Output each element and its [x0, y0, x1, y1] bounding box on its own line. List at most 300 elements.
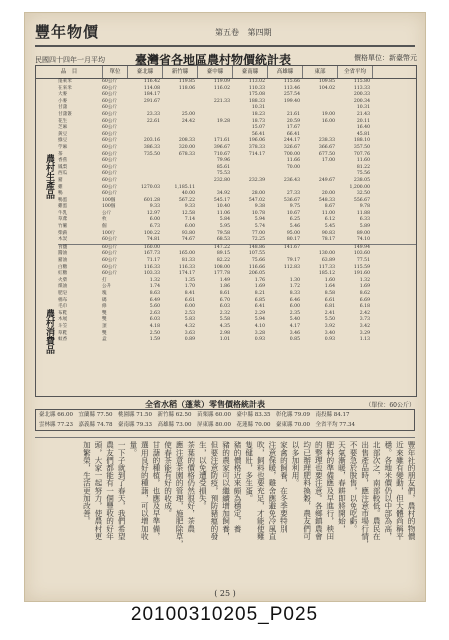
row-price: 6.49 [149, 297, 160, 303]
row-item-name: 柴薪 [58, 230, 68, 236]
table-row [58, 324, 416, 331]
row-price: 19.00 [321, 111, 335, 117]
row-price: 244.17 [283, 138, 300, 144]
row-price: 80.17 [286, 237, 300, 243]
magazine-page [24, 12, 426, 602]
article-column: 豬的農家可以繼續增加飼養， [221, 441, 231, 540]
row-unit: 公升 [102, 284, 112, 290]
article-column: 以多加利用。 [291, 441, 301, 487]
row-price: 165.00 [178, 251, 195, 257]
table-row [58, 171, 416, 178]
row-price [161, 92, 196, 99]
subtable-unit: （單位：60公斤） [365, 402, 415, 409]
article-column: 穩。各地米價仍以中部為高， [383, 441, 393, 540]
row-price: 174.17 [178, 271, 195, 277]
row-price: 5.50 [324, 317, 335, 323]
article-column: 近來雖有變動，但大體尚稱平 [395, 441, 405, 540]
table-header-cell: 全省平均 [338, 66, 373, 78]
row-unit: 60公斤 [102, 111, 118, 117]
row-price: 735.50 [143, 151, 160, 157]
row-price: 366.67 [318, 144, 335, 150]
row-price: 3.42 [359, 323, 370, 329]
row-price: 1.69 [359, 284, 370, 290]
row-price: 77.51 [356, 258, 370, 264]
row-price [161, 178, 196, 185]
row-price: 2.63 [149, 310, 160, 316]
row-price: 378.33 [248, 144, 265, 150]
row-price [126, 105, 161, 112]
article-column: 生，以免遭受損失。 [198, 441, 208, 510]
subtable-line: 雲林縣 77.23 嘉義縣 74.78 臺南縣 79.33 高雄縣 73.00 屏東縣 80.00 花蓮縣 70.00 臺東縣 70.00 全省平均 77.34 [39, 422, 355, 428]
row-unit: 60公斤 [102, 251, 118, 257]
row-price: 5.83 [184, 317, 195, 323]
row-unit: 雙 [102, 317, 107, 323]
row-price: 116.42 [143, 79, 160, 84]
row-price: 171.61 [213, 138, 230, 144]
article-column: 肥料的準備應及早進行，秧田 [325, 441, 335, 540]
table-row [58, 317, 416, 324]
row-price: 6.69 [359, 297, 370, 303]
article-column: 加繁榮，生活更加改善。 [82, 441, 92, 525]
row-price: 1.72 [289, 284, 300, 290]
row-price: 12.58 [181, 210, 195, 216]
article-column: 的整理也要注意。各鄉鎮農會 [314, 441, 324, 540]
article-column: 家禽的飼養，在冬季要特別 [279, 441, 289, 533]
row-price: 6.81 [324, 304, 335, 310]
row-price: 188.10 [353, 138, 370, 144]
row-item-name: 西瓜 [58, 171, 68, 177]
row-price: 34.92 [216, 191, 230, 197]
row-unit: 60公斤 [102, 158, 118, 164]
row-price: 20.59 [286, 118, 300, 124]
row-price: 6.25 [289, 217, 300, 223]
row-price: 1.13 [359, 337, 370, 343]
table-row [58, 291, 416, 298]
article-column: 吹，飼料也要充足，才能使雞 [256, 441, 266, 540]
row-price: 4.17 [289, 323, 300, 329]
table-body [58, 79, 416, 396]
row-item-name: 白糖 [58, 264, 68, 270]
row-price: 22.61 [146, 118, 160, 124]
row-price: 2.35 [289, 310, 300, 316]
row-price: 5.89 [359, 224, 370, 230]
row-price: 5.46 [289, 224, 300, 230]
row-price: 177.78 [213, 271, 230, 277]
row-price: 79.17 [286, 258, 300, 264]
row-price: 6.03 [149, 317, 160, 323]
row-unit: 條 [102, 304, 107, 310]
row-price: 1.60 [324, 277, 335, 283]
row-price: 56.41 [251, 131, 265, 137]
row-price: 1.32 [149, 277, 160, 283]
row-price: 710.67 [213, 151, 230, 157]
row-unit: 盒 [102, 337, 107, 343]
row-item-name: 大麥 [58, 92, 68, 98]
row-item-name: 食鹽 [58, 244, 68, 250]
row-price: 20.00 [321, 191, 335, 197]
row-price [231, 165, 266, 172]
row-price: 8.63 [149, 291, 160, 296]
row-price [301, 105, 336, 112]
row-price: 206.05 [248, 271, 265, 277]
row-price: 5.40 [289, 317, 300, 323]
row-price: 6.70 [219, 297, 230, 303]
row-item-name: 綠豆 [58, 138, 68, 144]
page-number: ( 25 ) [214, 589, 236, 598]
row-item-name: 毛巾 [58, 304, 68, 310]
row-price [266, 171, 301, 178]
table-row [58, 337, 416, 344]
row-price: 1.69 [254, 284, 265, 290]
table-header-cell: 新竹縣 [163, 66, 198, 78]
article-column: 豬的價格近來頗為穩定，養 [233, 441, 243, 533]
row-price: 567.22 [178, 197, 195, 203]
article-column: 茶葉的價格仍然很好，茶農 [186, 441, 196, 533]
row-price: 8.58 [324, 291, 335, 296]
article-column: 出售產品時，應注意市場行情， [360, 441, 370, 548]
row-price [196, 105, 231, 112]
row-item-name: 在來米 [58, 85, 72, 91]
row-price: 5.84 [219, 217, 230, 223]
row-price: 68.53 [216, 237, 230, 243]
row-price: 20.11 [356, 118, 370, 124]
row-price [231, 171, 266, 178]
row-price: 5.58 [219, 317, 230, 323]
row-price: 117.33 [318, 264, 335, 270]
row-price: 536.67 [283, 197, 300, 203]
row-unit: 100個 [102, 197, 116, 203]
row-price: 118.06 [178, 85, 195, 91]
article-column: 選用良好的種藷，可以增加收 [140, 441, 150, 540]
row-price: 8.21 [254, 291, 265, 296]
row-price: 148.86 [248, 244, 265, 250]
row-price: 4.10 [254, 323, 265, 329]
row-price: 108.00 [213, 264, 230, 270]
row-price: 25.00 [181, 111, 195, 117]
row-price: 1.49 [219, 277, 230, 283]
row-item-name: 草鞋 [58, 330, 68, 336]
row-unit: 60公斤 [102, 271, 118, 277]
row-unit: 60公斤 [102, 171, 118, 177]
row-price: 71.17 [146, 258, 160, 264]
row-unit: 60公斤 [102, 191, 118, 197]
row-price: 81.33 [181, 258, 195, 264]
row-price: 70.00 [286, 164, 300, 170]
price-table [35, 65, 417, 397]
row-price: 1.59 [149, 337, 160, 343]
row-price: 6.00 [149, 217, 160, 223]
row-price: 6.00 [184, 224, 195, 230]
table-row [58, 125, 416, 132]
row-price: 116.33 [178, 264, 195, 270]
row-price: 6.73 [149, 224, 160, 230]
article-body [35, 437, 415, 591]
row-price [196, 125, 231, 132]
row-price: 82.22 [216, 258, 230, 264]
row-price: 249.67 [318, 177, 335, 183]
row-price: 2.98 [219, 330, 230, 336]
article-column: 使春茶能有好的收成。 [163, 441, 173, 517]
row-unit: 100斤 [102, 230, 116, 236]
row-item-name: 蓬萊米 [58, 79, 72, 84]
row-item-name: 棉布 [58, 297, 68, 303]
row-price: 3.28 [254, 330, 265, 336]
row-price: 188.33 [248, 98, 265, 104]
row-price: 6.00 [289, 304, 300, 310]
row-price: 28.00 [251, 191, 265, 197]
row-price: 107.55 [248, 251, 265, 257]
row-unit: 60公斤 [102, 258, 118, 264]
row-price: 113.33 [353, 85, 370, 91]
row-price [126, 165, 161, 172]
article-column: 均已辦理肥料換穀，農友們可 [302, 441, 312, 540]
row-price: 77.00 [251, 230, 265, 236]
row-price: 0.93 [324, 337, 335, 343]
row-price [301, 125, 336, 132]
table-row [58, 145, 416, 152]
row-price: 8.67 [324, 204, 335, 210]
row-price: 3.63 [184, 330, 195, 336]
row-price: 10.67 [286, 210, 300, 216]
row-price: 9.33 [184, 204, 195, 210]
row-price [126, 178, 161, 185]
row-price: 6.12 [324, 217, 335, 223]
row-price: 10.31 [251, 105, 265, 111]
row-item-name: 鴨 [58, 191, 63, 197]
row-unit: 雙 [102, 310, 107, 316]
row-price: 238.33 [318, 138, 335, 144]
row-price: 1.70 [184, 284, 195, 290]
table-row [58, 204, 416, 211]
row-price: 3.40 [324, 330, 335, 336]
table-row [58, 191, 416, 198]
row-price: 11.88 [356, 210, 370, 216]
row-price: 677.50 [318, 151, 335, 157]
row-unit: 枚 [102, 217, 107, 223]
row-price [266, 105, 301, 112]
row-price: 130.00 [318, 251, 335, 257]
row-price: 10.40 [216, 204, 230, 210]
row-price: 112.83 [283, 264, 300, 270]
row-item-name: 小麥 [58, 98, 68, 104]
row-item-name: 豬油 [58, 258, 68, 264]
table-row [58, 304, 416, 311]
row-price: 601.28 [143, 197, 160, 203]
row-price: 5.95 [219, 224, 230, 230]
row-item-name: 花生 [58, 118, 68, 124]
row-price: 2.42 [359, 310, 370, 316]
row-item-name: 甘藷 [58, 105, 68, 111]
row-price: 1.74 [149, 284, 160, 290]
row-unit: 60公斤 [102, 125, 118, 131]
row-price: 116.33 [143, 264, 160, 270]
article-column: 農友們都能有一個豐收的好年 [105, 441, 115, 540]
row-item-name: 紅糖 [58, 271, 68, 277]
article-column: 隻健壯，多生蛋。 [244, 441, 254, 502]
row-unit: 60公斤 [102, 118, 118, 124]
row-item-name: 茶 [58, 151, 63, 157]
row-price: 5.74 [254, 224, 265, 230]
row-price: 1.64 [324, 284, 335, 290]
row-item-name: 煤油 [58, 284, 68, 290]
row-price: 175.08 [248, 92, 265, 98]
row-price: 113.02 [248, 79, 265, 84]
row-price: 221.33 [213, 98, 230, 104]
row-unit: 頂 [102, 323, 107, 329]
row-price: 1.35 [184, 277, 195, 283]
row-price: 5.45 [324, 224, 335, 230]
row-price: 700.00 [283, 151, 300, 157]
row-price: 3.92 [324, 323, 335, 329]
row-item-name: 火柴 [58, 277, 68, 283]
row-price: 545.17 [213, 197, 230, 203]
row-item-name: 醬油 [58, 251, 68, 257]
table-header-cell: 品 目 [36, 66, 103, 78]
row-unit: 60公斤 [102, 138, 118, 144]
row-price: 0.89 [184, 337, 195, 343]
row-price: 1,185.11 [174, 184, 195, 190]
row-price: 8.61 [219, 291, 230, 296]
row-price: 119.09 [213, 79, 230, 84]
row-price: 6.46 [289, 297, 300, 303]
row-price: 3.73 [359, 317, 370, 323]
row-item-name: 雞 [58, 184, 63, 190]
row-item-name: 木屐 [58, 317, 68, 323]
row-price: 11.60 [356, 158, 370, 164]
row-price: 714.17 [248, 151, 265, 157]
row-unit: 60公斤 [102, 184, 118, 190]
row-price: 19.28 [216, 118, 230, 124]
row-price: 320.00 [178, 144, 195, 150]
row-unit: 60公斤 [102, 164, 118, 170]
row-unit: 60公斤 [102, 85, 118, 91]
row-price [196, 112, 231, 119]
issue-label: 第五卷 第四期 [215, 28, 272, 37]
row-price: 74.10 [356, 237, 370, 243]
row-price: 0.93 [254, 337, 265, 343]
table-header-cell: 臺中縣 [198, 66, 233, 78]
row-price: 203.16 [143, 138, 160, 144]
row-price: 185.12 [318, 271, 335, 277]
row-price: 357.50 [353, 144, 370, 150]
row-price: 90.83 [321, 230, 335, 236]
row-price [126, 125, 161, 132]
row-price: 6.00 [184, 304, 195, 310]
table-title: 臺灣省各地區農村物價統計表 [135, 53, 292, 67]
row-price: 232.39 [248, 177, 265, 183]
row-price: 6.61 [184, 297, 195, 303]
row-price: 707.76 [353, 151, 370, 157]
article-column: 量。 [128, 441, 138, 457]
row-item-name: 鴨蛋 [58, 197, 68, 203]
article-column: 不要急於脫售，以免吃虧。 [349, 441, 359, 533]
row-price: 4.32 [184, 323, 195, 329]
row-price: 9.38 [254, 204, 265, 210]
row-unit: 個 [102, 224, 107, 230]
row-price: 74.81 [146, 237, 160, 243]
row-price: 547.02 [248, 197, 265, 203]
row-price [196, 92, 231, 99]
row-price: 100.22 [143, 230, 160, 236]
row-price: 17.00 [321, 158, 335, 164]
article-column: 一下子就到了春天，我們希望 [117, 441, 127, 540]
row-price: 8.41 [184, 291, 195, 296]
row-price: 5.94 [254, 217, 265, 223]
row-item-name: 香蕉 [58, 158, 68, 164]
row-price: 208.33 [178, 138, 195, 144]
row-item-name: 蚊香 [58, 337, 68, 343]
row-price [161, 105, 196, 112]
row-price: 110.33 [248, 85, 265, 91]
row-price: 116.02 [213, 85, 230, 91]
row-price: 3.29 [359, 330, 370, 336]
row-price: 21.61 [286, 111, 300, 117]
row-price: 72.25 [251, 237, 265, 243]
row-unit: 碼 [102, 297, 107, 303]
row-price [301, 165, 336, 172]
row-item-name: 肥皂 [58, 291, 68, 296]
row-price: 2.53 [184, 310, 195, 316]
row-unit: 60公斤 [102, 98, 118, 104]
row-price: 199.40 [283, 98, 300, 104]
table-unit: 價格單位：新臺幣元 [354, 54, 417, 62]
row-item-name: 鳳梨 [58, 164, 68, 170]
row-price: 1.86 [219, 284, 230, 290]
table-row [58, 284, 416, 291]
row-price: 116.66 [248, 264, 265, 270]
row-price: 10.31 [356, 105, 370, 111]
row-price: 78.17 [321, 237, 335, 243]
row-price: 4.18 [149, 323, 160, 329]
row-price: 196.06 [248, 138, 265, 144]
row-price: 6.18 [359, 304, 370, 310]
row-price: 9.75 [289, 204, 300, 210]
row-item-name: 斗笠 [58, 323, 68, 329]
article-column: 甘藷的種植，也應及早準備， [151, 441, 161, 540]
row-price [161, 165, 196, 172]
row-price: 1.32 [359, 277, 370, 283]
row-price [126, 158, 161, 165]
row-price: 103.60 [353, 251, 370, 257]
row-item-name: 豬 [58, 177, 63, 183]
group-label-produce: 農村生產品 [44, 153, 54, 199]
row-price: 75.56 [356, 171, 370, 177]
row-price [231, 158, 266, 165]
row-price: 93.80 [181, 230, 195, 236]
row-price [126, 171, 161, 178]
row-price: 6.61 [324, 297, 335, 303]
group-label-consumer: 農村消費品 [44, 308, 54, 354]
row-price: 1,200.00 [349, 184, 370, 190]
article-column: 北部次之，南部較低。農民在 [372, 441, 382, 540]
row-price [161, 171, 196, 178]
article-column: 頭，大家一起努力，使農村更 [93, 441, 103, 540]
table-row [58, 105, 416, 112]
table-header-cell: 臺南縣 [233, 66, 268, 78]
table-header-cell: 高雄縣 [268, 66, 303, 78]
row-price: 10.78 [251, 210, 265, 216]
row-unit: 60公斤 [102, 131, 118, 137]
row-price: 238.05 [353, 177, 370, 183]
row-price: 12.97 [146, 210, 160, 216]
row-price: 8.33 [289, 291, 300, 296]
row-price: 40.00 [181, 191, 195, 197]
row-price: 1.30 [289, 277, 300, 283]
row-price: 16.00 [321, 118, 335, 124]
row-price: 141.67 [283, 244, 300, 250]
subtable-line: 臺北縣 66.00 宜蘭縣 77.50 桃園縣 71.50 新竹縣 62.50 苗栗縣 60.00 臺中縣 83.35 彰化縣 79.09 南投縣 84.17 [39, 412, 350, 418]
row-price: 5.94 [254, 317, 265, 323]
